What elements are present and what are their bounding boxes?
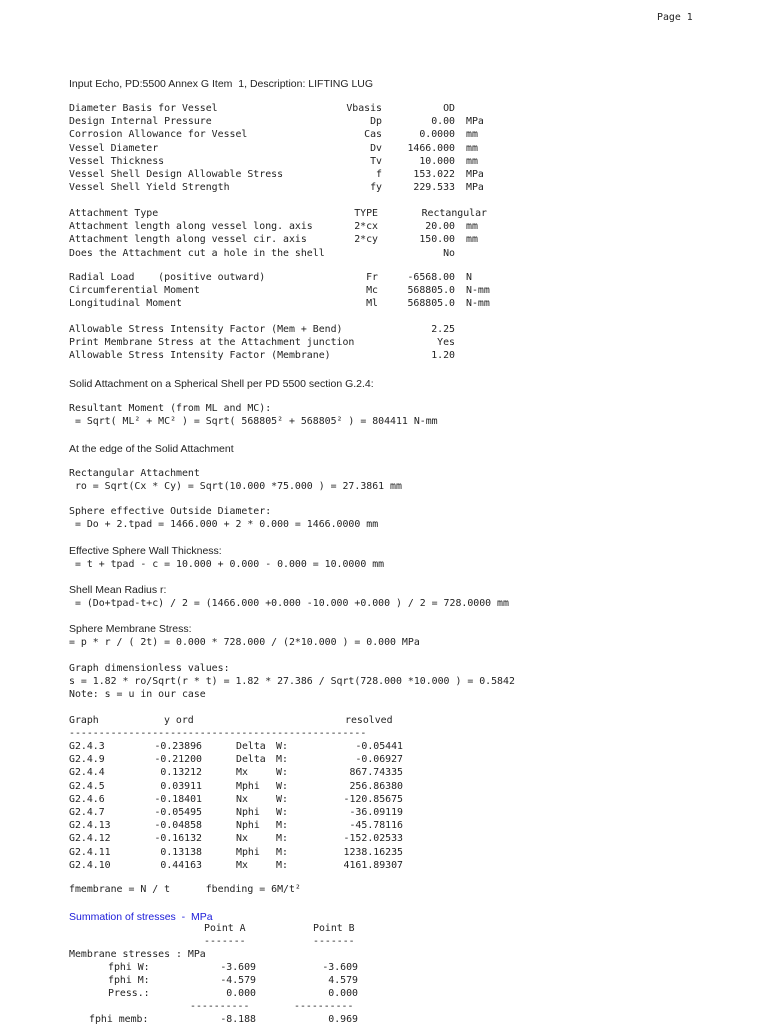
table-row-name: Mphi [236,780,260,792]
section-solid-attachment: Solid Attachment on a Spherical Shell per PD 5500 section G.2.4: [69,378,374,390]
table-row-yord: 0.13138 [160,846,202,858]
table-row-yord: 0.44163 [160,859,202,871]
input-symbol: Dv [370,142,382,154]
table-row-graph: G2.4.10 [69,859,111,871]
input-symbol: Cas [364,129,382,141]
table-rule: -------------------------------------------------- [69,728,367,739]
input-value: 1.20 [431,350,455,362]
table-row-value: -152.02533 [343,833,403,845]
input-value: 229.533 [413,182,455,194]
table-row-graph: G2.4.4 [69,767,105,779]
input-symbol: 2*cy [354,234,378,246]
input-unit: MPa [466,116,484,128]
table-row-yord: -0.18401 [154,793,202,805]
input-value: Yes [437,337,455,349]
input-symbol: Fr [366,272,378,283]
wall-thickness-calc: = t + tpad - c = 10.000 + 0.000 - 0.000 = 10.0000 mm [69,559,385,570]
input-label: Diameter Basis for Vessel [69,103,218,114]
table-row-value: -120.85675 [343,793,403,805]
input-symbol: Ml [366,298,378,310]
rect-attachment-calc: ro = Sqrt(Cx * Cy) = Sqrt(10.000 *75.000 ) = 27.3861 mm [69,481,402,492]
input-unit: mm [466,155,478,167]
table-row-yord: -0.16132 [154,833,202,845]
table-row-value: -45.78116 [349,820,403,832]
stress-row-b: 0.000 [328,988,358,1000]
table-row-name: Nphi [236,807,260,818]
input-label: Vessel Shell Design Allowable Stress [69,169,284,180]
table-row-dir: M: [276,846,288,858]
stress-row-label: Press.: [108,988,150,1000]
table-row-dir: W: [276,767,288,779]
table-row-yord: -0.05495 [154,807,202,818]
input-value: 0.00 [431,116,455,128]
sphere-od-label: Sphere effective Outside Diameter: [69,506,272,517]
table-row-graph: G2.4.6 [69,793,105,805]
input-symbol: f [376,169,382,180]
section-edge: At the edge of the Solid Attachment [69,443,234,455]
table-row-yord: -0.21200 [154,754,202,766]
input-unit: mm [466,234,478,246]
input-symbol: TYPE [354,208,378,219]
fphi-memb-label: fphi memb: [89,1014,149,1025]
table-row-value: 867.74335 [349,767,403,779]
graph-values-calc: s = 1.82 * ro/Sqrt(r * t) = 1.82 * 27.386 / Sqrt(728.000 *10.000 ) = 0.5842 [69,676,515,687]
table-row-name: Delta [236,754,266,766]
input-symbol: Tv [370,155,382,167]
input-label: Attachment length along vessel cir. axis [69,234,307,246]
input-unit: N [466,272,472,283]
input-symbol: Dp [370,116,382,128]
report-header: Input Echo, PD:5500 Annex G Item 1, Description: LIFTING LUG [69,78,374,90]
stress-row-b: -3.609 [322,962,358,973]
input-unit: MPa [466,169,484,180]
fphi-memb-b: 0.969 [328,1014,358,1025]
input-unit: mm [466,221,478,233]
input-value: 1466.000 [407,142,455,154]
stress-row-a: -3.609 [220,962,256,973]
table-row-value: 1238.16235 [343,846,403,858]
input-symbol: Vbasis [346,103,382,114]
table-row-dir: W: [276,793,288,805]
table-header-yord: y ord [164,715,194,726]
point-a-header: Point A [204,923,246,934]
summation-heading: Summation of stresses - MPa [69,911,213,923]
input-value: 2.25 [431,324,455,335]
input-label: Attachment length along vessel long. axis [69,221,313,233]
mean-radius-calc: = (Do+tpad-t+c) / 2 = (1466.000 +0.000 -10.000 +0.000 ) / 2 = 728.0000 mm [69,598,509,609]
table-header-graph: Graph [69,715,99,726]
input-label: Allowable Stress Intensity Factor (Mem + Bend) [69,324,343,335]
table-row-graph: G2.4.3 [69,741,105,752]
table-row-name: Nphi [236,820,260,832]
input-unit: mm [466,129,478,141]
table-row-value: -0.06927 [355,754,403,766]
input-symbol: 2*cx [354,221,378,233]
resultant-moment-label: Resultant Moment (from ML and MC): [69,403,272,414]
table-row-yord: -0.23896 [154,741,202,752]
input-label: Allowable Stress Intensity Factor (Membrane) [69,350,331,362]
input-value: -6568.00 [407,272,455,283]
point-a-total-rule: ---------- [190,1001,250,1012]
fphi-memb-a: -8.188 [220,1014,256,1025]
table-header-resolved: resolved [345,715,393,726]
input-label: Print Membrane Stress at the Attachment junction [69,337,355,349]
table-row-value: 4161.89307 [343,859,403,871]
table-row-name: Delta [236,741,266,752]
membrane-stress-heading: Sphere Membrane Stress: [69,623,192,635]
input-value: 568805.0 [407,285,455,297]
input-label: Vessel Diameter [69,142,159,154]
graph-values-label: Graph dimensionless values: [69,663,230,674]
table-row-name: Nx [236,793,248,805]
table-row-graph: G2.4.9 [69,754,105,766]
table-row-dir: W: [276,741,288,752]
input-label: Corrosion Allowance for Vessel [69,129,248,141]
input-label: Vessel Shell Yield Strength [69,182,230,194]
table-row-dir: M: [276,754,288,766]
input-value: 568805.0 [407,298,455,310]
table-row-dir: W: [276,807,288,818]
input-label: Design Internal Pressure [69,116,212,128]
table-row-yord: 0.03911 [160,780,202,792]
input-value: 150.00 [419,234,455,246]
input-unit: mm [466,142,478,154]
table-row-yord: 0.13212 [160,767,202,779]
input-label: Attachment Type [69,208,159,219]
mean-radius-heading: Shell Mean Radius r: [69,584,167,596]
input-label: Vessel Thickness [69,155,165,167]
page-number: Page 1 [657,12,693,23]
stress-row-a: -4.579 [220,975,256,987]
input-label: Does the Attachment cut a hole in the shell [69,247,325,259]
point-b-total-rule: ---------- [294,1001,354,1012]
input-unit: N-mm [466,298,490,310]
input-value: No [443,247,455,259]
sphere-od-calc: = Do + 2.tpad = 1466.000 + 2 * 0.000 = 1466.0000 mm [69,519,379,530]
table-row-value: 256.86380 [349,780,403,792]
input-label: Radial Load (positive outward) [69,272,266,283]
table-row-value: -36.09119 [349,807,403,818]
table-row-dir: W: [276,780,288,792]
input-value: 20.00 [425,221,455,233]
table-row-graph: G2.4.11 [69,846,111,858]
membrane-stress-calc: = p * r / ( 2t) = 0.000 * 728.000 / (2*10.000 ) = 0.000 MPa [69,637,420,648]
stress-row-b: 4.579 [328,975,358,987]
table-row-value: -0.05441 [355,741,403,752]
table-row-name: Mphi [236,846,260,858]
input-symbol: fy [370,182,382,194]
input-value: Rectangular [421,208,487,219]
membrane-stresses-label: Membrane stresses : MPa [69,949,206,960]
table-row-graph: G2.4.7 [69,807,105,818]
table-row-name: Mx [236,859,248,871]
table-row-name: Mx [236,767,248,779]
table-row-graph: G2.4.13 [69,820,111,832]
input-unit: MPa [466,182,484,194]
rect-attachment-label: Rectangular Attachment [69,468,200,479]
table-row-name: Nx [236,833,248,845]
input-unit: N-mm [466,285,490,297]
point-a-rule: ------- [204,936,246,947]
resultant-moment-calc: = Sqrt( ML² + MC² ) = Sqrt( 568805² + 568805² ) = 804411 N-mm [69,416,438,427]
stress-row-label: fphi M: [108,975,150,987]
wall-thickness-heading: Effective Sphere Wall Thickness: [69,545,222,557]
input-value: 153.022 [413,169,455,180]
table-row-dir: M: [276,820,288,832]
stress-row-label: fphi W: [108,962,150,973]
input-label: Longitudinal Moment [69,298,182,310]
point-b-header: Point B [313,923,355,934]
formula-line: fmembrane = N / t fbending = 6M/t² [69,884,301,895]
table-row-graph: G2.4.5 [69,780,105,792]
table-row-dir: M: [276,859,288,871]
point-b-rule: ------- [313,936,355,947]
stress-row-a: 0.000 [226,988,256,1000]
table-row-yord: -0.04858 [154,820,202,832]
input-value: 10.000 [419,155,455,167]
table-row-graph: G2.4.12 [69,833,111,845]
input-value: OD [443,103,455,114]
input-value: 0.0000 [419,129,455,141]
input-symbol: Mc [366,285,378,297]
input-label: Circumferential Moment [69,285,200,297]
graph-values-note: Note: s = u in our case [69,689,206,700]
table-row-dir: M: [276,833,288,845]
